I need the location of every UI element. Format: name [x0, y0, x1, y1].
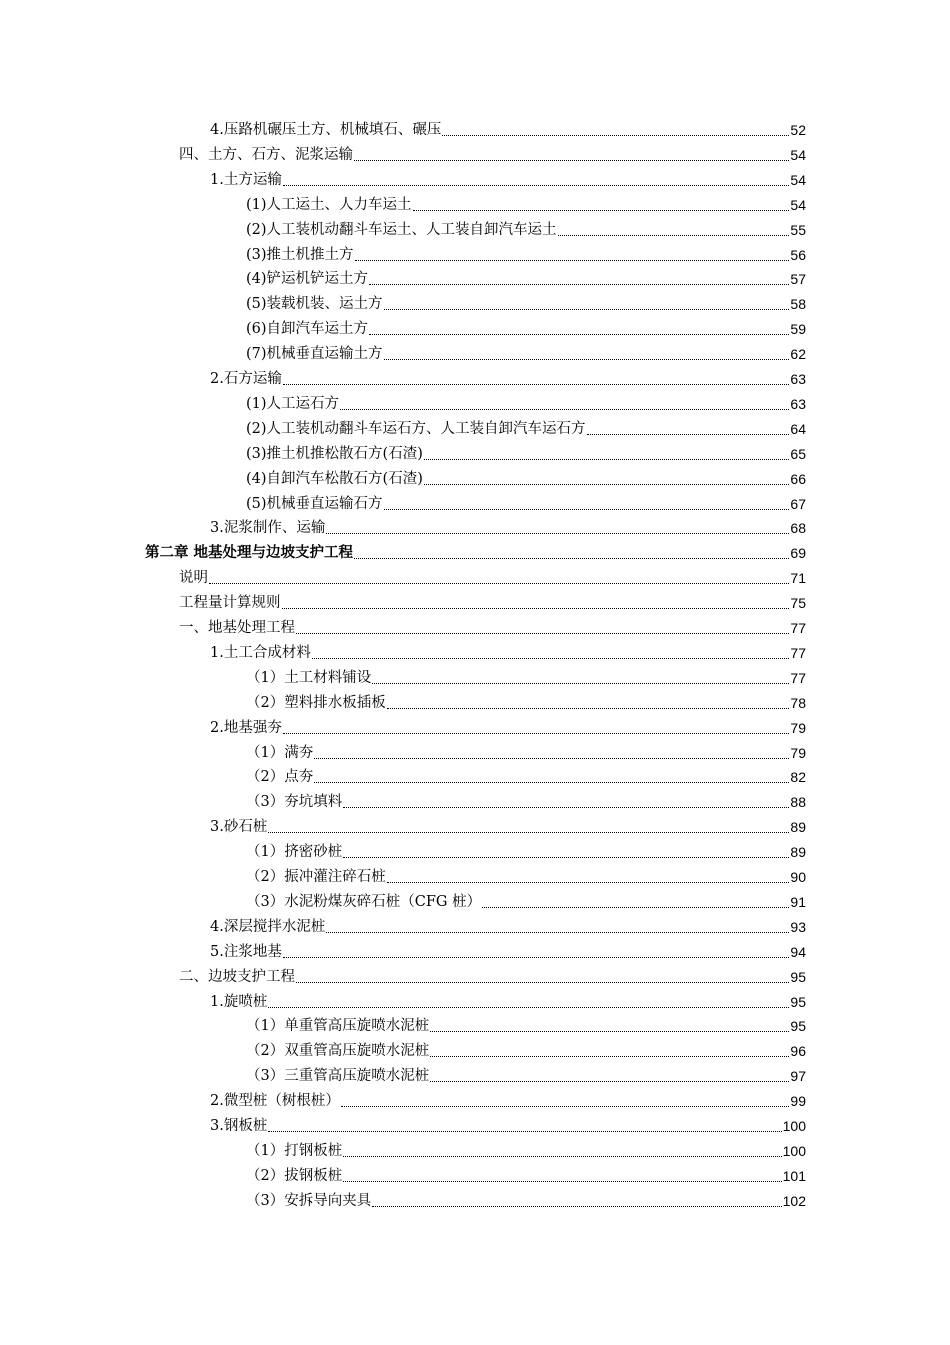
toc-row[interactable] — [246, 216, 806, 241]
toc-row[interactable] — [210, 365, 806, 390]
dot-leader — [268, 1007, 789, 1008]
toc-page-number: 64 — [790, 420, 806, 437]
toc-page-number: 79 — [790, 719, 806, 736]
toc-entry-label: （1）土工材料铺设 — [246, 669, 372, 686]
toc-row[interactable] — [210, 116, 806, 141]
toc-entry-label: (6)自卸汽车运土方 — [246, 321, 369, 338]
toc-entry-label: 一、地基处理工程 — [179, 620, 295, 636]
toc-page-number: 77 — [790, 669, 806, 686]
toc-row[interactable] — [179, 614, 806, 639]
toc-page-number: 77 — [790, 644, 806, 661]
toc-row[interactable] — [246, 888, 806, 913]
toc-row[interactable] — [246, 415, 806, 440]
toc-page-number: 99 — [790, 1093, 806, 1110]
toc-entry-label: 3.泥浆制作、运输 — [210, 520, 326, 537]
toc-entry-label: (4)铲运机铲运土方 — [246, 271, 369, 288]
toc-page-number: 59 — [790, 321, 806, 338]
toc-row[interactable] — [179, 564, 806, 589]
toc-row[interactable] — [246, 788, 806, 813]
toc-page-number: 58 — [790, 296, 806, 313]
dot-leader — [442, 135, 789, 136]
toc-page-number: 95 — [790, 1018, 806, 1035]
dot-leader — [369, 284, 789, 285]
dot-leader — [424, 484, 790, 485]
dot-leader — [343, 807, 789, 808]
toc-entry-label: (1)人工运土、人力车运土 — [246, 196, 412, 213]
toc-page-number: 94 — [790, 943, 806, 960]
toc-row[interactable] — [246, 265, 806, 290]
toc-entry-label: 说明 — [179, 570, 208, 587]
dot-leader — [430, 1056, 789, 1057]
toc-row[interactable] — [246, 340, 806, 365]
toc-row[interactable] — [246, 290, 806, 315]
toc-page-number: 100 — [782, 1142, 806, 1159]
toc-entry-label: 3.钢板桩 — [210, 1118, 268, 1134]
dot-leader — [387, 882, 790, 883]
toc-entry-label: (5)装载机装、运土方 — [246, 296, 383, 313]
toc-entry-label: 4.深层搅拌水泥桩 — [210, 918, 326, 935]
dot-leader — [354, 160, 789, 161]
toc-entry-label: （3）夯坑填料 — [246, 794, 343, 811]
toc-row[interactable] — [246, 739, 806, 764]
toc-page-number: 93 — [790, 918, 806, 935]
toc-entry-label: (1)人工运石方 — [246, 395, 340, 412]
dot-leader — [372, 1206, 781, 1207]
toc-row[interactable] — [210, 514, 806, 539]
toc-entry-label: （2）拔钢板桩 — [246, 1167, 343, 1184]
toc-page-number: 63 — [790, 371, 806, 387]
toc-page-number: 69 — [790, 545, 806, 562]
toc-page-number: 96 — [790, 1043, 806, 1060]
toc-row[interactable] — [179, 589, 806, 614]
toc-entry-label: （1）挤密砂桩 — [246, 844, 343, 861]
toc-page-number: 54 — [790, 171, 806, 188]
toc-row[interactable] — [210, 988, 806, 1013]
toc-page-number: 66 — [790, 470, 806, 487]
toc-row[interactable] — [246, 191, 806, 216]
toc-row[interactable] — [246, 763, 806, 788]
dot-leader — [343, 857, 789, 858]
toc-entry-label: 2.微型桩（树根桩） — [210, 1093, 340, 1110]
dot-leader — [413, 210, 790, 211]
dot-leader — [587, 434, 790, 435]
toc-entry-label: （1）单重管高压旋喷水泥桩 — [246, 1018, 430, 1035]
toc-row[interactable] — [179, 963, 806, 988]
toc-chapter-row[interactable] — [145, 539, 806, 564]
toc-page-number: 95 — [790, 993, 806, 1010]
toc-page-number: 63 — [790, 395, 806, 412]
toc-row[interactable] — [246, 1137, 806, 1162]
toc-entry-label: （2）双重管高压旋喷水泥桩 — [246, 1043, 430, 1060]
toc-page-number: 62 — [790, 346, 806, 363]
toc-entry-label: 工程量计算规则 — [179, 595, 281, 612]
dot-leader — [296, 982, 789, 983]
toc-page-number: 56 — [790, 246, 806, 263]
toc-row[interactable] — [210, 639, 806, 664]
toc-row[interactable] — [246, 315, 806, 340]
toc-row[interactable] — [210, 1112, 806, 1137]
toc-page-number: 65 — [790, 445, 806, 462]
toc-entry-label: （3）三重管高压旋喷水泥桩 — [246, 1068, 430, 1085]
dot-leader — [296, 633, 789, 634]
toc-row[interactable] — [246, 1012, 806, 1037]
toc-row[interactable] — [210, 1087, 806, 1112]
dot-leader — [343, 1181, 781, 1182]
toc-page-number: 57 — [790, 271, 806, 288]
dot-leader — [355, 260, 790, 261]
dot-leader — [283, 957, 790, 958]
dot-leader — [209, 583, 789, 584]
toc-entry-label: 2.石方运输 — [210, 371, 282, 387]
toc-entry-label: (3)推土机推土方 — [246, 246, 354, 263]
toc-row[interactable] — [246, 664, 806, 689]
toc-row[interactable] — [210, 714, 806, 739]
toc-row[interactable] — [246, 1187, 806, 1212]
toc-entry-label: 四、土方、石方、泥浆运输 — [179, 146, 353, 163]
dot-leader — [340, 409, 789, 410]
toc-row[interactable] — [210, 813, 806, 838]
dot-leader — [312, 658, 790, 659]
dot-leader — [558, 235, 790, 236]
toc-page-number: 67 — [790, 495, 806, 512]
toc-entry-label: 5.注浆地基 — [210, 943, 282, 960]
toc-entry-label: 3.砂石桩 — [210, 819, 268, 836]
toc-entry-label: (3)推土机推松散石方(石渣) — [246, 445, 423, 462]
dot-leader — [430, 1081, 789, 1082]
dot-leader — [341, 1106, 790, 1107]
dot-leader — [369, 334, 789, 335]
toc-page-number: 97 — [790, 1068, 806, 1085]
toc-page-number: 55 — [790, 221, 806, 238]
toc-entry-label: 1.旋喷桩 — [210, 993, 268, 1010]
dot-leader — [384, 359, 790, 360]
toc-page-number: 95 — [790, 968, 806, 985]
toc-entry-label: （2）振冲灌注碎石桩 — [246, 869, 386, 885]
toc-page-number: 68 — [790, 520, 806, 537]
toc-entry-label: （2）塑料排水板插板 — [246, 694, 386, 711]
toc-page-number: 71 — [790, 570, 806, 587]
toc-page-number: 101 — [782, 1167, 806, 1184]
toc-page-number: 91 — [790, 893, 806, 910]
toc-page-number: 89 — [790, 819, 806, 836]
dot-leader — [268, 832, 789, 833]
toc-page-number: 102 — [782, 1192, 806, 1209]
toc-entry-label: (7)机械垂直运输土方 — [246, 346, 383, 363]
dot-leader — [283, 185, 790, 186]
toc-page-number: 100 — [782, 1118, 806, 1134]
toc-page-number: 89 — [790, 844, 806, 861]
toc-page-number: 90 — [790, 869, 806, 885]
toc-row[interactable] — [246, 490, 806, 515]
toc-row[interactable] — [246, 1162, 806, 1187]
toc-entry-label: 第二章 地基处理与边坡支护工程 — [145, 544, 354, 562]
dot-leader — [384, 309, 790, 310]
toc-row[interactable] — [246, 838, 806, 863]
toc-entry-label: 1.土方运输 — [210, 171, 282, 188]
dot-leader — [482, 907, 789, 908]
toc-entry-label: 二、边坡支护工程 — [179, 968, 295, 985]
dot-leader — [354, 558, 789, 559]
toc-page-number: 79 — [790, 744, 806, 761]
toc-row[interactable] — [246, 689, 806, 714]
toc-row[interactable] — [210, 166, 806, 191]
toc-entry-label: (2)人工装机动翻斗车运土、人工装自卸汽车运土 — [246, 221, 557, 238]
toc-row[interactable] — [210, 913, 806, 938]
toc-page-number: 77 — [790, 620, 806, 636]
toc-page-number: 88 — [790, 794, 806, 811]
toc-entry-label: 4.压路机碾压土方、机械填石、碾压 — [210, 122, 442, 138]
toc-row[interactable] — [246, 241, 806, 266]
toc-entry-label: （2）点夯 — [246, 769, 314, 786]
dot-leader — [326, 533, 789, 534]
dot-leader — [268, 1131, 781, 1132]
dot-leader — [372, 683, 789, 684]
toc-entry-label: （1）满夯 — [246, 744, 314, 761]
toc-entry-label: (2)人工装机动翻斗车运石方、人工装自卸汽车运石方 — [246, 420, 586, 437]
toc-entry-label: （1）打钢板桩 — [246, 1142, 343, 1159]
toc-entry-label: (4)自卸汽车松散石方(石渣) — [246, 470, 423, 487]
toc-row[interactable] — [246, 863, 806, 888]
toc-page-number: 54 — [790, 146, 806, 163]
dot-leader — [424, 459, 790, 460]
toc-entry-label: 1.土工合成材料 — [210, 644, 311, 661]
dot-leader — [283, 384, 790, 385]
toc-page-number: 78 — [790, 694, 806, 711]
dot-leader — [343, 1156, 781, 1157]
toc-entry-label: （3）安拆导向夹具 — [246, 1192, 372, 1209]
toc-page-number: 82 — [790, 769, 806, 786]
toc-row[interactable] — [246, 390, 806, 415]
dot-leader — [384, 509, 790, 510]
toc-page-number: 75 — [790, 595, 806, 612]
toc-row[interactable] — [210, 938, 806, 963]
dot-leader — [314, 782, 789, 783]
dot-leader — [314, 758, 789, 759]
toc-page-number: 54 — [790, 196, 806, 213]
toc-row[interactable] — [246, 1062, 806, 1087]
toc-row[interactable] — [246, 465, 806, 490]
toc-row[interactable] — [246, 1037, 806, 1062]
dot-leader — [283, 733, 790, 734]
dot-leader — [387, 708, 790, 709]
toc-entry-label: (5)机械垂直运输石方 — [246, 495, 383, 512]
toc-row[interactable] — [179, 141, 806, 166]
toc-page-number: 52 — [790, 122, 806, 138]
toc-entry-label: 2.地基强夯 — [210, 719, 282, 736]
toc-row[interactable] — [246, 440, 806, 465]
dot-leader — [430, 1031, 789, 1032]
dot-leader — [282, 608, 790, 609]
toc-entry-label: （3）水泥粉煤灰碎石桩（CFG 桩） — [246, 893, 482, 910]
dot-leader — [326, 932, 789, 933]
